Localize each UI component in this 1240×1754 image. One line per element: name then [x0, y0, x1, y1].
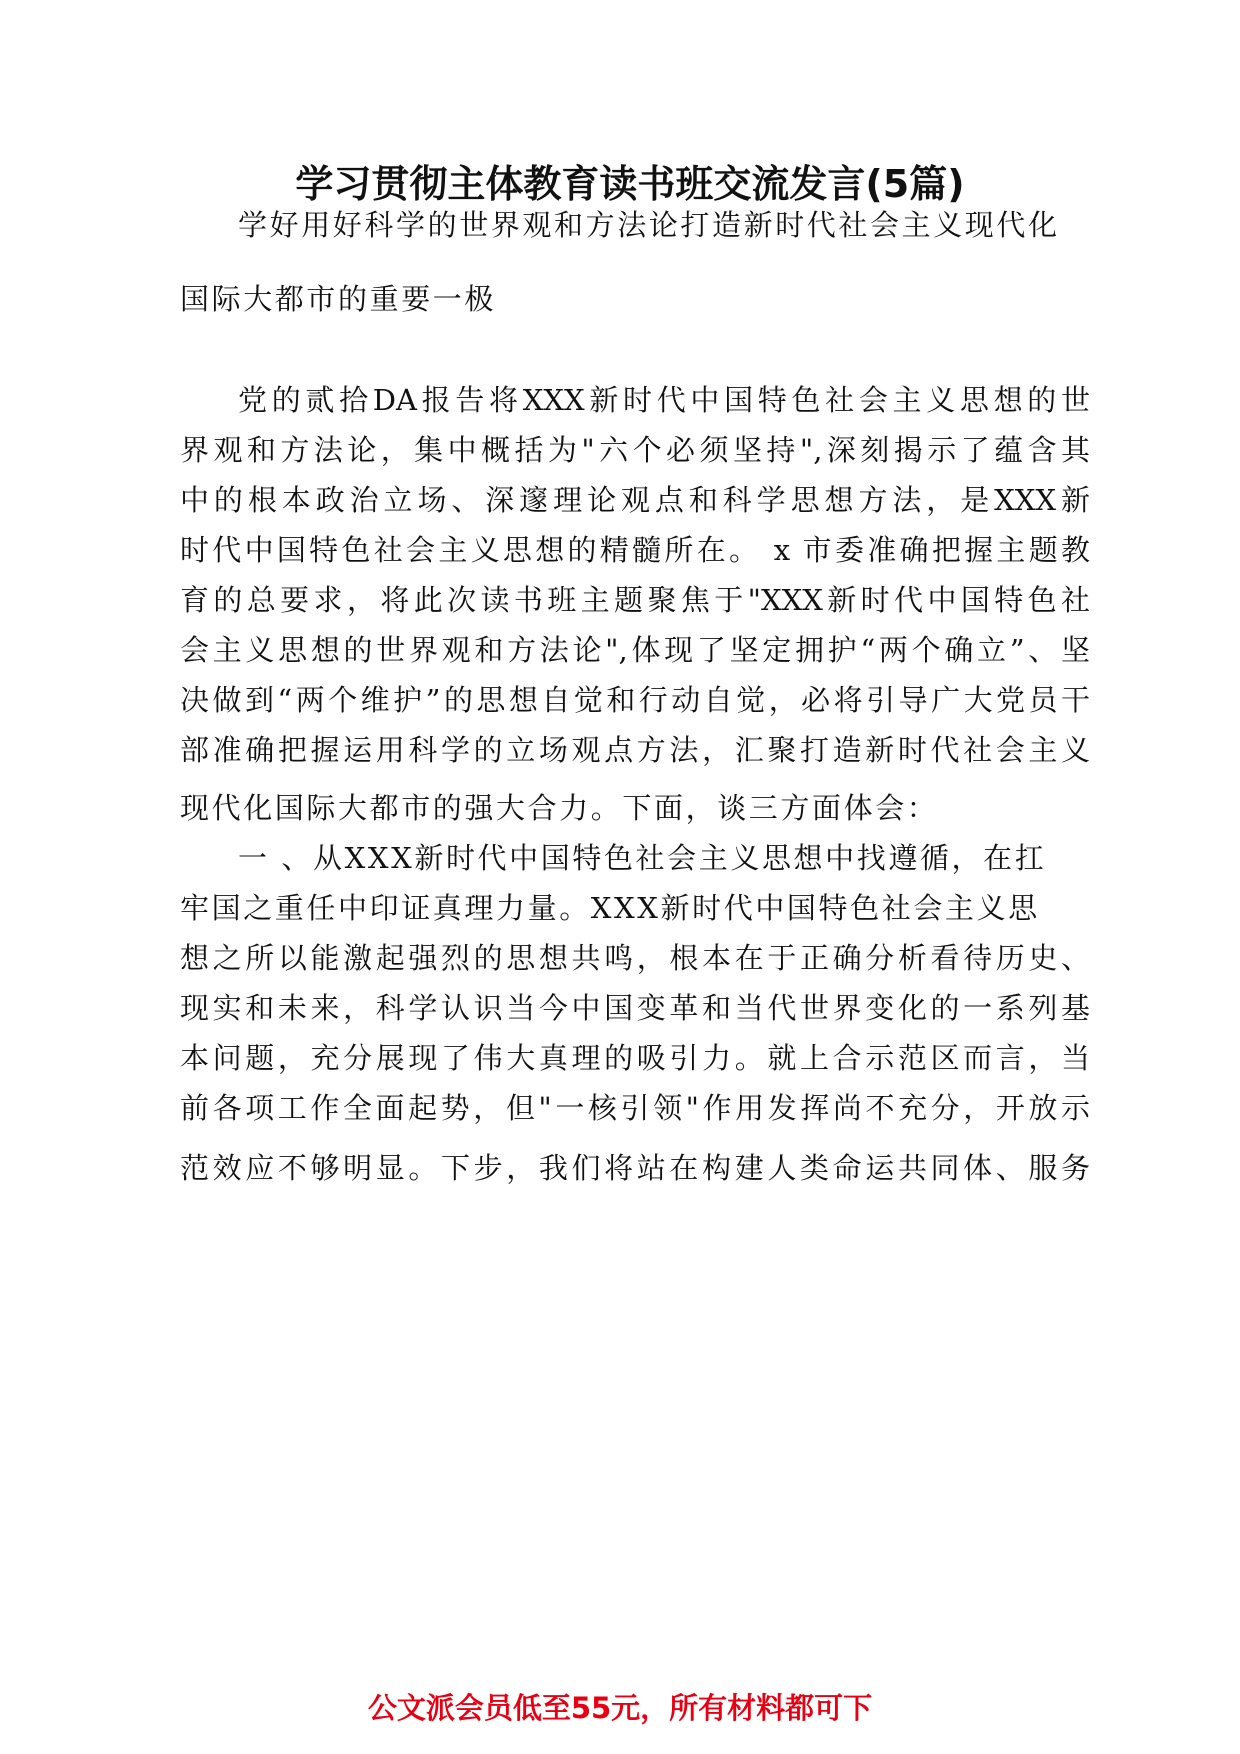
- paragraph-2-line-2: 牢国之重任中印证真理力量。XXX新时代中国特色社会主义思: [180, 891, 1040, 925]
- paragraph-1-line-5: 育的总要求，将此次读书班主题聚焦于"XXX新时代中国特色社: [180, 583, 1090, 617]
- document-title: 学习贯彻主体教育读书班交流发言(5篇): [295, 162, 965, 206]
- paragraph-2-line-1: 一 、从XXX新时代中国特色社会主义思想中找遵循，在扛: [238, 841, 1047, 875]
- paragraph-2-line-6: 前各项工作全面起势，但"一核引领"作用发挥尚不充分，开放示: [180, 1091, 1090, 1125]
- paragraph-1-line-7: 决做到“两个维护”的思想自觉和行动自觉，必将引导广大党员干: [180, 683, 1090, 717]
- paragraph-1-line-3: 中的根本政治立场、深邃理论观点和科学思想方法，是XXX新: [180, 483, 1090, 517]
- paragraph-1-line-9: 现代化国际大都市的强大合力。下面，谈三方面体会：: [180, 791, 939, 825]
- paragraph-1-line-2: 界观和方法论，集中概括为"六个必须坚持",深刻揭示了蕴含其: [180, 433, 1090, 467]
- paragraph-2-line-7: 范效应不够明显。下步，我们将站在构建人类命运共同体、服务: [180, 1151, 1090, 1185]
- paragraph-2-line-5: 本问题，充分展现了伟大真理的吸引力。就上合示范区而言，当: [180, 1041, 1090, 1075]
- paragraph-1-line-8: 部准确把握运用科学的立场观点方法，汇聚打造新时代社会主义: [180, 733, 1090, 767]
- paragraph-2-line-4: 现实和未来，科学认识当今中国变革和当代世界变化的一系列基: [180, 991, 1090, 1025]
- paragraph-1-line-4: 时代中国特色社会主义思想的精髓所在。 x 市委准确把握主题教: [180, 533, 1090, 567]
- paragraph-1-line-1: 党的贰拾DA报告将XXX新时代中国特色社会主义思想的世: [238, 383, 1090, 417]
- subtitle-line-2: 国际大都市的重要一极: [180, 282, 497, 316]
- subtitle-line-1: 学好用好科学的世界观和方法论打造新时代社会主义现代化: [238, 208, 1060, 242]
- membership-notice: 公文派会员低至55元，所有材料都可下: [367, 1691, 873, 1725]
- paragraph-1-line-6: 会主义思想的世界观和方法论",体现了坚定拥护“两个确立”、坚: [180, 633, 1090, 667]
- paragraph-2-line-3: 想之所以能激起强烈的思想共鸣，根本在于正确分析看待历史、: [180, 941, 1090, 975]
